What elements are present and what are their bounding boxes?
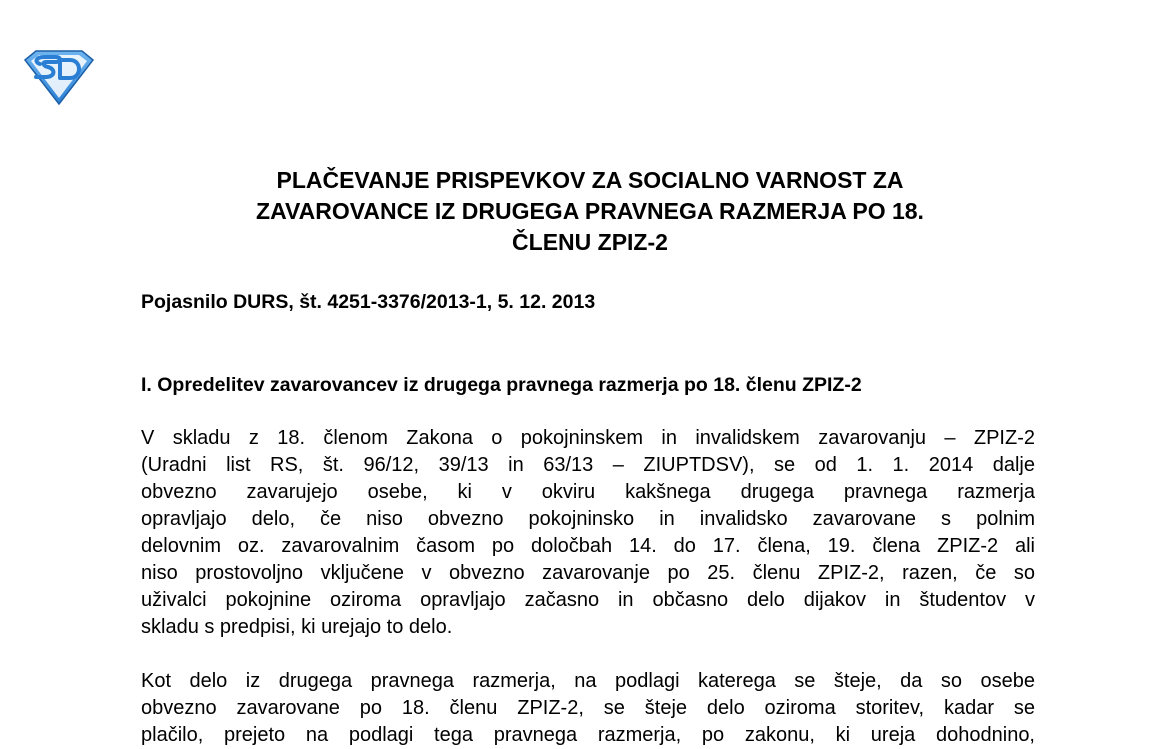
paragraph-line: uživalci pokojnine oziroma opravljajo začasno in občasno delo dijakov in študentov v <box>141 589 1035 611</box>
sd-shield-logo <box>22 48 96 106</box>
shield-logo-icon <box>22 48 96 106</box>
title-line: ČLENU ZPIZ-2 <box>512 229 668 255</box>
paragraph-line: niso prostovoljno vključene v obvezno zavarovanje po 25. členu ZPIZ-2, razen, če so <box>141 562 1035 584</box>
document-reference: Pojasnilo DURS, št. 4251-3376/2013-1, 5. 12. 2013 <box>141 291 596 313</box>
paragraph-line: delovnim oz. zavarovalnim časom po določbah 14. do 17. člena, 19. člena ZPIZ-2 ali <box>141 535 1035 557</box>
paragraph-line: skladu s predpisi, ki urejajo to delo. <box>141 616 453 638</box>
paragraph-2 <box>141 668 1035 749</box>
paragraph-line: opravljajo delo, če niso obvezno pokojninsko in invalidsko zavarovane s polnim <box>141 508 1035 530</box>
paragraph-line: plačilo, prejeto na podlagi tega pravnega razmerja, po zakonu, ki ureja dohodnino, <box>141 724 1035 746</box>
paragraph-line: V skladu z 18. členom Zakona o pokojninskem in invalidskem zavarovanju – ZPIZ-2 <box>141 427 1035 449</box>
paragraph-1 <box>141 425 1035 641</box>
paragraph-line: obvezno zavarovane po 18. členu ZPIZ-2, se šteje delo oziroma storitev, kadar se <box>141 697 1035 719</box>
paragraph-line: obvezno zavarujejo osebe, ki v okviru kakšnega drugega pravnega razmerja <box>141 481 1035 503</box>
title-line: PLAČEVANJE PRISPEVKOV ZA SOCIALNO VARNOST ZA <box>276 167 904 193</box>
paragraph-line: Kot delo iz drugega pravnega razmerja, na podlagi katerega se šteje, da so osebe <box>141 670 1035 692</box>
paragraph-line: (Uradni list RS, št. 96/12, 39/13 in 63/13 – ZIUPTDSV), se od 1. 1. 2014 dalje <box>141 454 1035 476</box>
title-line: ZAVAROVANCE IZ DRUGEGA PRAVNEGA RAZMERJA PO 18. <box>256 198 924 224</box>
document-title <box>100 165 1080 258</box>
section-heading: I. Opredelitev zavarovancev iz drugega pravnega razmerja po 18. členu ZPIZ-2 <box>141 374 862 396</box>
